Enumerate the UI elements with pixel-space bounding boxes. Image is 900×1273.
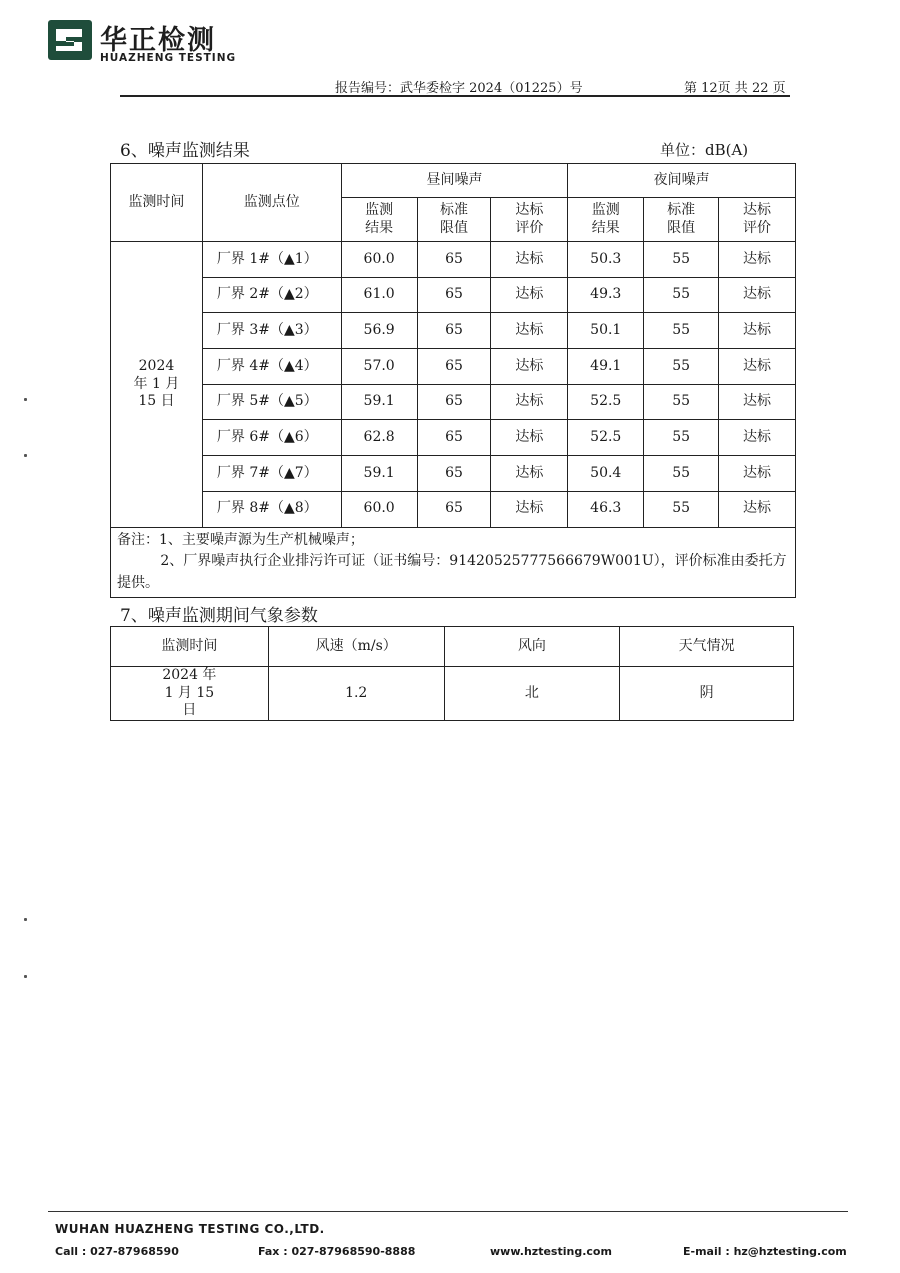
monitor-point: 厂界 7#（▲7） (202, 456, 341, 492)
night-result: 50.3 (568, 242, 644, 278)
note-line-1: 备注：1、主要噪声源为生产机械噪声； (117, 531, 364, 548)
night-limit: 55 (644, 420, 719, 456)
header-night-eval: 达标评价 (719, 198, 796, 242)
day-eval: 达标 (491, 420, 568, 456)
night-result: 49.3 (568, 277, 644, 313)
header-monitor-point: 监测点位 (202, 164, 341, 242)
night-eval: 达标 (719, 420, 796, 456)
logo-chinese-name: 华正检测 (100, 25, 216, 56)
noise-results-table (110, 163, 796, 598)
night-result: 50.4 (568, 456, 644, 492)
weather-table (110, 626, 794, 721)
night-eval: 达标 (719, 384, 796, 420)
scan-speck (24, 975, 27, 978)
scan-speck (24, 454, 27, 457)
weather-section-title: 7、噪声监测期间气象参数 (120, 606, 318, 626)
day-limit: 65 (417, 491, 491, 527)
night-eval: 达标 (719, 349, 796, 385)
weather-condition: 阴 (620, 667, 794, 721)
table-row (111, 277, 796, 313)
note-line-2: 2、厂界噪声执行企业排污许可证（证书编号：91420525777566679W001U），评价标准由委托方提供。 (117, 553, 787, 591)
scan-speck (24, 398, 27, 401)
day-limit: 65 (417, 384, 491, 420)
weather-header-wind-speed: 风速（m/s） (268, 627, 444, 667)
scan-speck (24, 918, 27, 921)
unit-label: 单位：dB(A) (660, 141, 749, 159)
day-eval: 达标 (491, 242, 568, 278)
header-divider (120, 95, 790, 97)
footer-email: E-mail : hz@hztesting.com (683, 1245, 847, 1258)
night-limit: 55 (644, 384, 719, 420)
company-logo (48, 20, 92, 60)
monitor-point: 厂界 8#（▲8） (202, 491, 341, 527)
day-result: 59.1 (341, 456, 417, 492)
header-day-noise: 昼间噪声 (341, 164, 568, 198)
monitor-point: 厂界 3#（▲3） (202, 313, 341, 349)
day-result: 60.0 (341, 242, 417, 278)
header-night-result: 监测结果 (568, 198, 644, 242)
footer-phone: Call : 027-87968590 (55, 1245, 179, 1258)
table-row (111, 313, 796, 349)
night-result: 46.3 (568, 491, 644, 527)
table-row (111, 491, 796, 527)
header-day-result: 监测结果 (341, 198, 417, 242)
day-result: 56.9 (341, 313, 417, 349)
day-result: 62.8 (341, 420, 417, 456)
footer-website: www.hztesting.com (490, 1245, 612, 1258)
night-eval: 达标 (719, 491, 796, 527)
day-eval: 达标 (491, 313, 568, 349)
table-note (111, 527, 796, 597)
day-eval: 达标 (491, 277, 568, 313)
day-eval: 达标 (491, 491, 568, 527)
footer-company: WUHAN HUAZHENG TESTING CO.,LTD. (55, 1222, 325, 1236)
night-result: 52.5 (568, 384, 644, 420)
night-limit: 55 (644, 456, 719, 492)
monitor-point: 厂界 4#（▲4） (202, 349, 341, 385)
day-limit: 65 (417, 313, 491, 349)
night-result: 50.1 (568, 313, 644, 349)
night-limit: 55 (644, 349, 719, 385)
noise-section-title: 6、噪声监测结果 (120, 141, 250, 161)
monitor-point: 厂界 6#（▲6） (202, 420, 341, 456)
night-eval: 达标 (719, 313, 796, 349)
footer-fax: Fax : 027-87968590-8888 (258, 1245, 416, 1258)
weather-wind-speed: 1.2 (268, 667, 444, 721)
day-eval: 达标 (491, 456, 568, 492)
night-limit: 55 (644, 313, 719, 349)
night-eval: 达标 (719, 242, 796, 278)
day-result: 61.0 (341, 277, 417, 313)
logo-english-name: HUAZHENG TESTING (100, 52, 237, 64)
weather-date: 2024 年 1 月 15 日 (111, 667, 269, 721)
day-limit: 65 (417, 456, 491, 492)
weather-header-time: 监测时间 (111, 627, 269, 667)
table-row (111, 349, 796, 385)
header-day-eval: 达标评价 (491, 198, 568, 242)
night-limit: 55 (644, 242, 719, 278)
night-result: 52.5 (568, 420, 644, 456)
monitor-point: 厂界 1#（▲1） (202, 242, 341, 278)
report-number: 报告编号：武华委检字 2024（01225）号 (335, 81, 583, 96)
day-limit: 65 (417, 242, 491, 278)
day-limit: 65 (417, 420, 491, 456)
header-night-noise: 夜间噪声 (568, 164, 796, 198)
weather-header-condition: 天气情况 (620, 627, 794, 667)
footer-divider (48, 1211, 848, 1212)
night-eval: 达标 (719, 456, 796, 492)
header-monitor-time: 监测时间 (111, 164, 203, 242)
table-row (111, 242, 796, 278)
night-result: 49.1 (568, 349, 644, 385)
night-limit: 55 (644, 277, 719, 313)
night-eval: 达标 (719, 277, 796, 313)
day-result: 57.0 (341, 349, 417, 385)
weather-wind-direction: 北 (444, 667, 620, 721)
page-number: 第 12页 共 22 页 (684, 81, 786, 96)
header-night-limit: 标准限值 (644, 198, 719, 242)
table-row (111, 384, 796, 420)
day-limit: 65 (417, 349, 491, 385)
day-limit: 65 (417, 277, 491, 313)
weather-header-wind-direction: 风向 (444, 627, 620, 667)
day-result: 60.0 (341, 491, 417, 527)
header-day-limit: 标准限值 (417, 198, 491, 242)
monitor-point: 厂界 5#（▲5） (202, 384, 341, 420)
night-limit: 55 (644, 491, 719, 527)
table-row (111, 456, 796, 492)
table-row (111, 420, 796, 456)
monitor-date: 2024 年 1 月 15 日 (111, 242, 203, 528)
monitor-point: 厂界 2#（▲2） (202, 277, 341, 313)
day-eval: 达标 (491, 349, 568, 385)
day-result: 59.1 (341, 384, 417, 420)
day-eval: 达标 (491, 384, 568, 420)
